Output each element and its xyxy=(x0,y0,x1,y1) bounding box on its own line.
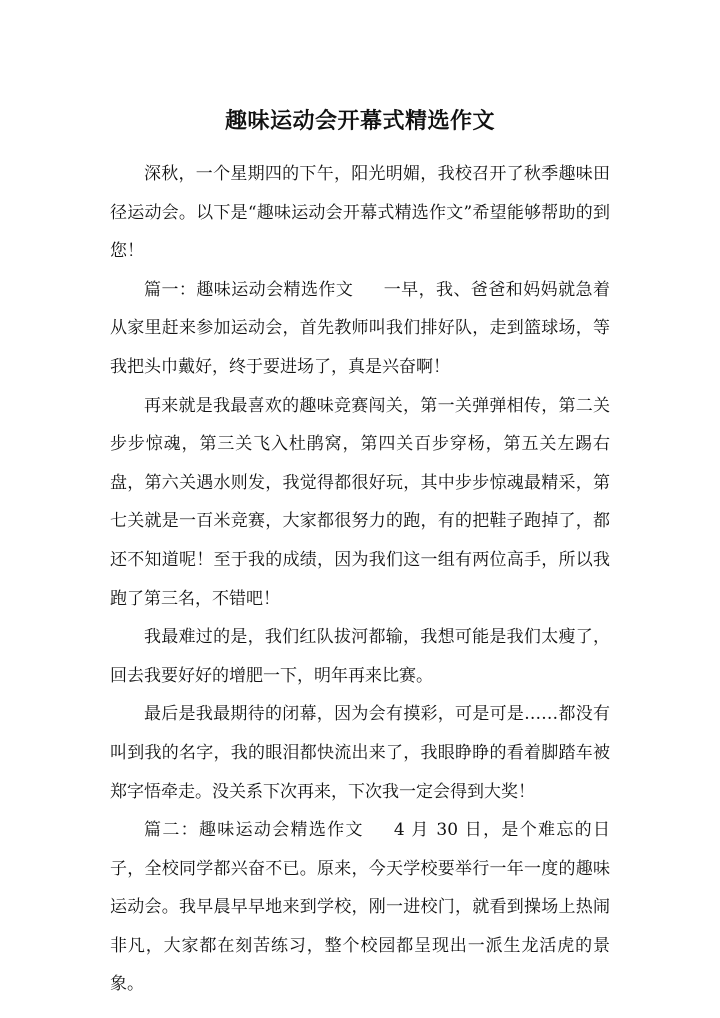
paragraph-article-two-opening xyxy=(110,811,610,1004)
paragraph-article-one-opening xyxy=(110,271,610,387)
document-body xyxy=(110,155,610,1004)
paragraph-competition: 再来就是我最喜欢的趣味竞赛闯关，第一关弹弹相传，第二关步步惊魂，第三关飞入杜鹃窝，第四关百步穿杨，第五关左踢右盘，第六关遇水则发，我觉得都很好玩，其中步步惊魂最精采，第七关就是一百米竞赛，大家都很努力的跑，有的把鞋子跑掉了，都还不知道呢！至于我的成绩，因为我们这一组有两位高手，所以我跑了第三名，不错吧！ xyxy=(110,395,610,609)
document-title: 趣味运动会开幕式精选作文 xyxy=(224,108,495,134)
article-one-opening-text: 一早，我、爸爸和妈妈就急着从家里赶来参加运动会，首先教师叫我们排好队，走到篮球场，等我把头巾戴好，终于要进场了，真是兴奋啊！ xyxy=(110,279,611,377)
paragraph-intro: 深秋，一个星期四的下午，阳光明媚，我校召开了秋季趣味田径运动会。以下是“趣味运动会开幕式精选作文”希望能够帮助的到您！ xyxy=(110,164,610,262)
article-two-opening-text: 4 月 30 日，是个难忘的日子，全校同学都兴奋不已。原来，今天学校要举行一年一度的趣味运动会。我早晨早早地来到学校，刚一进校门，就看到操场上热闹非凡，大家都在刻苦练习，整个校园都呈现出一派生龙活虎的景象。 xyxy=(110,820,610,995)
article-two-heading: 篇二：趣味运动会精选作文 xyxy=(144,820,364,841)
paragraph-closing-raffle: 最后是我最期待的闭幕，因为会有摸彩，可是可是……都没有叫到我的名字，我的眼泪都快流出来了，我眼睁睁的看着脚踏车被郑字悟牵走。没关系下次再来，下次我一定会得到大奖！ xyxy=(110,704,610,802)
paragraph-tug-of-war: 我最难过的是，我们红队拔河都输，我想可能是我们太瘦了，回去我要好好的增肥一下，明年再来比赛。 xyxy=(110,627,610,686)
article-one-heading: 篇一：趣味运动会精选作文 xyxy=(144,279,354,300)
